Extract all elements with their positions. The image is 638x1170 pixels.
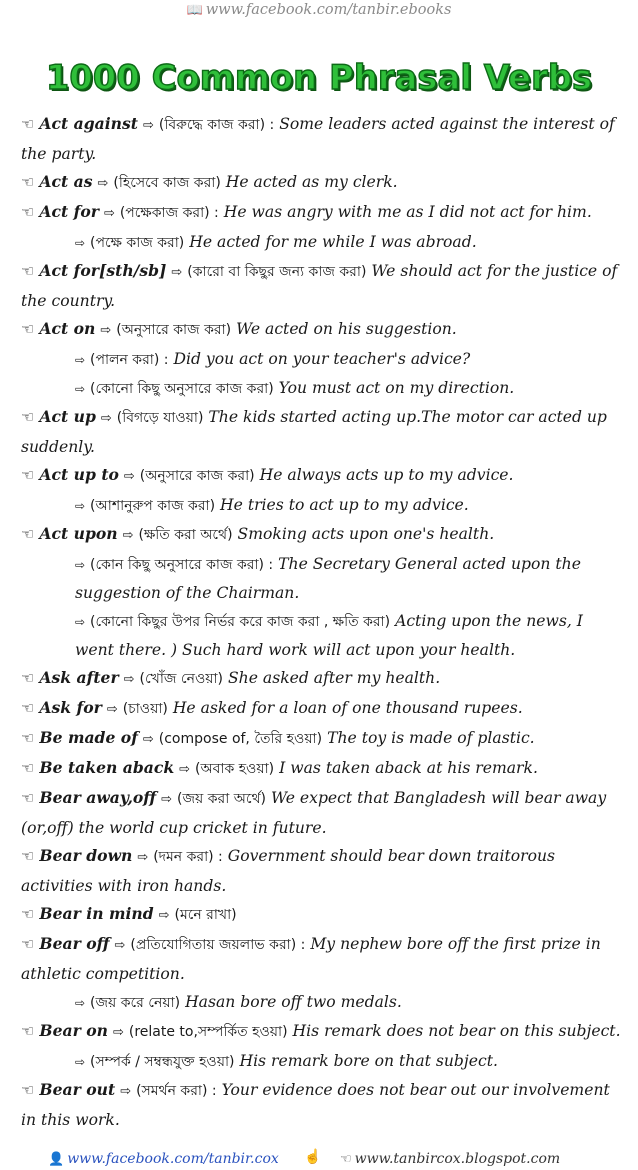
- sub-definition: [21, 491, 621, 520]
- bengali-meaning: (খোঁজ নেওয়া): [139, 671, 224, 687]
- arrow-right-icon: ⇨: [114, 938, 126, 953]
- example-sentence: We should act for the justice of the country.: [21, 262, 618, 310]
- arrow-right-icon: ⇨: [75, 382, 86, 396]
- pointing-hand-icon: ☜: [21, 729, 35, 747]
- footer-facebook-url: www.facebook.com/tanbir.cox: [67, 1151, 279, 1167]
- arrow-right-icon: ⇨: [100, 411, 112, 426]
- bengali-meaning: (কোনো কিছুর উপর নির্ভর করে কাজ করা , ক্ষতি করা): [90, 614, 391, 630]
- pointing-hand-icon: ☜: [21, 669, 35, 687]
- bengali-meaning: (প্রতিযোগিতায় জয়লাভ করা) :: [130, 937, 306, 953]
- verb-term: Act up: [39, 407, 96, 426]
- bengali-meaning: (কোনো কিছু অনুসারে কাজ করা): [90, 381, 274, 397]
- bengali-meaning: (চাওয়া): [122, 701, 168, 717]
- arrow-right-icon: ⇨: [97, 176, 109, 191]
- pointing-hand-icon: ☜: [21, 847, 35, 865]
- bengali-meaning: (আশানুরুপ কাজ করা): [90, 498, 216, 514]
- verb-term: Bear off: [39, 934, 110, 953]
- bengali-meaning: (বিগড়ে যাওয়া): [116, 410, 204, 426]
- example-sentence: Your evidence does not bear out our involvement in this work.: [21, 1081, 610, 1129]
- verb-term: Bear out: [39, 1080, 116, 1099]
- verb-term: Act up to: [39, 465, 119, 484]
- verb-term: Bear in mind: [39, 904, 154, 923]
- bengali-meaning: (compose of, তৈরি হওয়া): [158, 731, 323, 747]
- arrow-right-icon: ⇨: [142, 732, 154, 747]
- pointing-hand-icon: ☜: [21, 408, 35, 426]
- phrasal-verb-entry: [21, 724, 621, 754]
- bengali-meaning: (relate to,সম্পর্কিত হওয়া): [128, 1024, 288, 1040]
- book-icon: 📖: [186, 3, 203, 18]
- pointing-hand-icon: ☜: [21, 789, 35, 807]
- bengali-meaning: (অনুসারে কাজ করা): [116, 322, 232, 338]
- arrow-right-icon: ⇨: [120, 1084, 132, 1099]
- arrow-right-icon: ⇨: [123, 469, 135, 484]
- arrow-right-icon: ⇨: [137, 850, 149, 865]
- arrow-right-icon: ⇨: [142, 118, 154, 133]
- pointing-hand-icon: ☜: [21, 115, 35, 133]
- bengali-meaning: (হিসেবে কাজ করা): [113, 175, 221, 191]
- page-footer: [0, 1149, 638, 1169]
- verb-term: Ask for: [39, 698, 102, 717]
- bengali-meaning: (পক্ষে কাজ করা): [90, 235, 185, 251]
- arrow-right-icon: ⇨: [75, 615, 86, 629]
- sub-definition: [21, 550, 621, 607]
- example-sentence: He asked for a loan of one thousand rupees.: [172, 699, 523, 717]
- verb-term: Act upon: [39, 524, 118, 543]
- arrow-right-icon: ⇨: [103, 206, 115, 221]
- bengali-meaning: (পক্ষেকাজ করা) :: [119, 205, 219, 221]
- pointing-hand-icon: ☜: [21, 262, 35, 280]
- phrasal-verb-list: [21, 110, 621, 1134]
- pointing-hand-icon: ☜: [21, 935, 35, 953]
- bengali-meaning: (কারো বা কিছুর জন্য কাজ করা): [187, 264, 367, 280]
- arrow-right-icon: ⇨: [123, 672, 135, 687]
- phrasal-verb-entry: [21, 315, 621, 345]
- example-sentence: His remark bore on that subject.: [239, 1052, 498, 1070]
- pointing-hand-icon: ☜: [21, 320, 35, 338]
- arrow-right-icon: ⇨: [158, 908, 170, 923]
- page-header: [0, 2, 638, 18]
- bengali-meaning: (দমন করা) :: [153, 849, 223, 865]
- header-url: www.facebook.com/tanbir.ebooks: [205, 2, 452, 18]
- example-sentence: Hasan bore off two medals.: [185, 993, 402, 1011]
- example-sentence: He tries to act up to my advice.: [220, 496, 469, 514]
- bengali-meaning: (মনে রাখা): [174, 907, 237, 923]
- phrasal-verb-entry: [21, 784, 621, 842]
- arrow-right-icon: ⇨: [75, 996, 86, 1010]
- bengali-meaning: (ক্ষতি করা অর্থে): [138, 527, 233, 543]
- arrow-right-icon: ⇨: [75, 353, 86, 367]
- verb-term: Bear down: [39, 846, 133, 865]
- arrow-right-icon: ⇨: [75, 236, 86, 250]
- verb-term: Act for[sth/sb]: [39, 261, 167, 280]
- bengali-meaning: (অবাক হওয়া): [195, 761, 275, 777]
- pointing-hand-icon: ☜: [21, 1081, 35, 1099]
- phrasal-verb-entry: [21, 520, 621, 550]
- footer-blog: [340, 1151, 560, 1167]
- verb-term: Ask after: [39, 668, 119, 687]
- verb-term: Act on: [39, 319, 96, 338]
- footer-facebook: [48, 1151, 279, 1167]
- example-sentence: Smoking acts upon one's health.: [237, 525, 495, 543]
- phrasal-verb-entry: [21, 664, 621, 694]
- example-sentence: I was taken aback at his remark.: [279, 759, 538, 777]
- verb-term: Bear on: [39, 1021, 109, 1040]
- arrow-right-icon: ⇨: [75, 1055, 86, 1069]
- bengali-meaning: (পালন করা) :: [90, 352, 169, 368]
- arrow-right-icon: ⇨: [179, 762, 191, 777]
- phrasal-verb-entry: [21, 461, 621, 491]
- verb-term: Act against: [39, 114, 139, 133]
- pointing-up-icon: ☝: [304, 1149, 322, 1165]
- phrasal-verb-entry: [21, 403, 621, 461]
- example-sentence: Did you act on your teacher's advice?: [173, 350, 471, 368]
- pointing-hand-icon: ☜: [21, 203, 35, 221]
- verb-term: Bear away,off: [39, 788, 157, 807]
- example-sentence: He acted as my clerk.: [225, 173, 398, 191]
- example-sentence: We expect that Bangladesh will bear away (or,off) the world cup cricket in future.: [21, 789, 607, 837]
- sub-definition: [21, 607, 621, 664]
- pointing-hand-icon: ☜: [21, 905, 35, 923]
- verb-term: Be taken aback: [39, 758, 175, 777]
- example-sentence: He was angry with me as I did not act for him.: [223, 203, 592, 221]
- arrow-right-icon: ⇨: [171, 265, 183, 280]
- bengali-meaning: (সমর্থন করা) :: [136, 1083, 217, 1099]
- bengali-meaning: (জয় করা অর্থে): [177, 791, 267, 807]
- example-sentence: The kids started acting up.The motor car acted up suddenly.: [21, 408, 607, 456]
- verb-term: Act for: [39, 202, 99, 221]
- phrasal-verb-entry: [21, 110, 621, 168]
- arrow-right-icon: ⇨: [75, 499, 86, 513]
- pointing-hand-icon: ☜: [21, 173, 35, 191]
- sub-definition: [21, 374, 621, 403]
- arrow-right-icon: ⇨: [106, 702, 118, 717]
- arrow-right-icon: ⇨: [112, 1025, 124, 1040]
- bengali-meaning: (অনুসারে কাজ করা): [139, 468, 255, 484]
- example-sentence: He always acts up to my advice.: [259, 466, 514, 484]
- arrow-right-icon: ⇨: [100, 323, 112, 338]
- example-sentence: Acting upon the news, I went there. ) Such hard work will act upon your health.: [75, 612, 583, 659]
- example-sentence: Some leaders acted against the interest of the party.: [21, 115, 615, 163]
- bengali-meaning: (জয় করে নেয়া): [90, 995, 181, 1011]
- phrasal-verb-entry: [21, 168, 621, 198]
- example-sentence: The toy is made of plastic.: [327, 729, 535, 747]
- phrasal-verb-entry: [21, 930, 621, 988]
- phrasal-verb-entry: [21, 842, 621, 900]
- phrasal-verb-entry: [21, 1076, 621, 1134]
- page-title: 1000 Common Phrasal Verbs: [45, 58, 593, 97]
- sub-definition: [21, 345, 621, 374]
- example-sentence: My nephew bore off the first prize in athletic competition.: [21, 935, 601, 983]
- pointing-hand-icon: ☜: [21, 466, 35, 484]
- pointing-hand-icon: ☜: [21, 759, 35, 777]
- sub-definition: [21, 228, 621, 257]
- arrow-right-icon: ⇨: [161, 792, 173, 807]
- phrasal-verb-entry: [21, 754, 621, 784]
- phrasal-verb-entry: [21, 198, 621, 228]
- pointing-hand-icon: ☜: [21, 1022, 35, 1040]
- bengali-meaning: (কোন কিছু অনুসারে কাজ করা) :: [90, 557, 274, 573]
- user-icon: 👤: [48, 1152, 65, 1167]
- example-sentence: He acted for me while I was abroad.: [189, 233, 477, 251]
- example-sentence: We acted on his suggestion.: [236, 320, 457, 338]
- phrasal-verb-entry: [21, 900, 621, 930]
- pointing-hand-icon: ☜: [21, 525, 35, 543]
- sub-definition: [21, 1047, 621, 1076]
- pointing-hand-icon: ☜: [340, 1152, 352, 1167]
- example-sentence: The Secretary General acted upon the suggestion of the Chairman.: [75, 555, 581, 602]
- sub-definition: [21, 988, 621, 1017]
- arrow-right-icon: ⇨: [75, 558, 86, 572]
- footer-blog-url: www.tanbircox.blogspot.com: [354, 1151, 561, 1167]
- example-sentence: She asked after my health.: [227, 669, 441, 687]
- example-sentence: His remark does not bear on this subject.: [292, 1022, 621, 1040]
- verb-term: Be made of: [39, 728, 138, 747]
- phrasal-verb-entry: [21, 694, 621, 724]
- bengali-meaning: (বিরুদ্ধে কাজ করা) :: [158, 117, 275, 133]
- example-sentence: Government should bear down traitorous activities with iron hands.: [21, 847, 555, 895]
- example-sentence: You must act on my direction.: [278, 379, 515, 397]
- arrow-right-icon: ⇨: [122, 528, 134, 543]
- verb-term: Act as: [39, 172, 93, 191]
- bengali-meaning: (সম্পর্ক / সম্বন্ধযুক্ত হওয়া): [90, 1054, 235, 1070]
- phrasal-verb-entry: [21, 257, 621, 315]
- pointing-hand-icon: ☜: [21, 699, 35, 717]
- phrasal-verb-entry: [21, 1017, 621, 1047]
